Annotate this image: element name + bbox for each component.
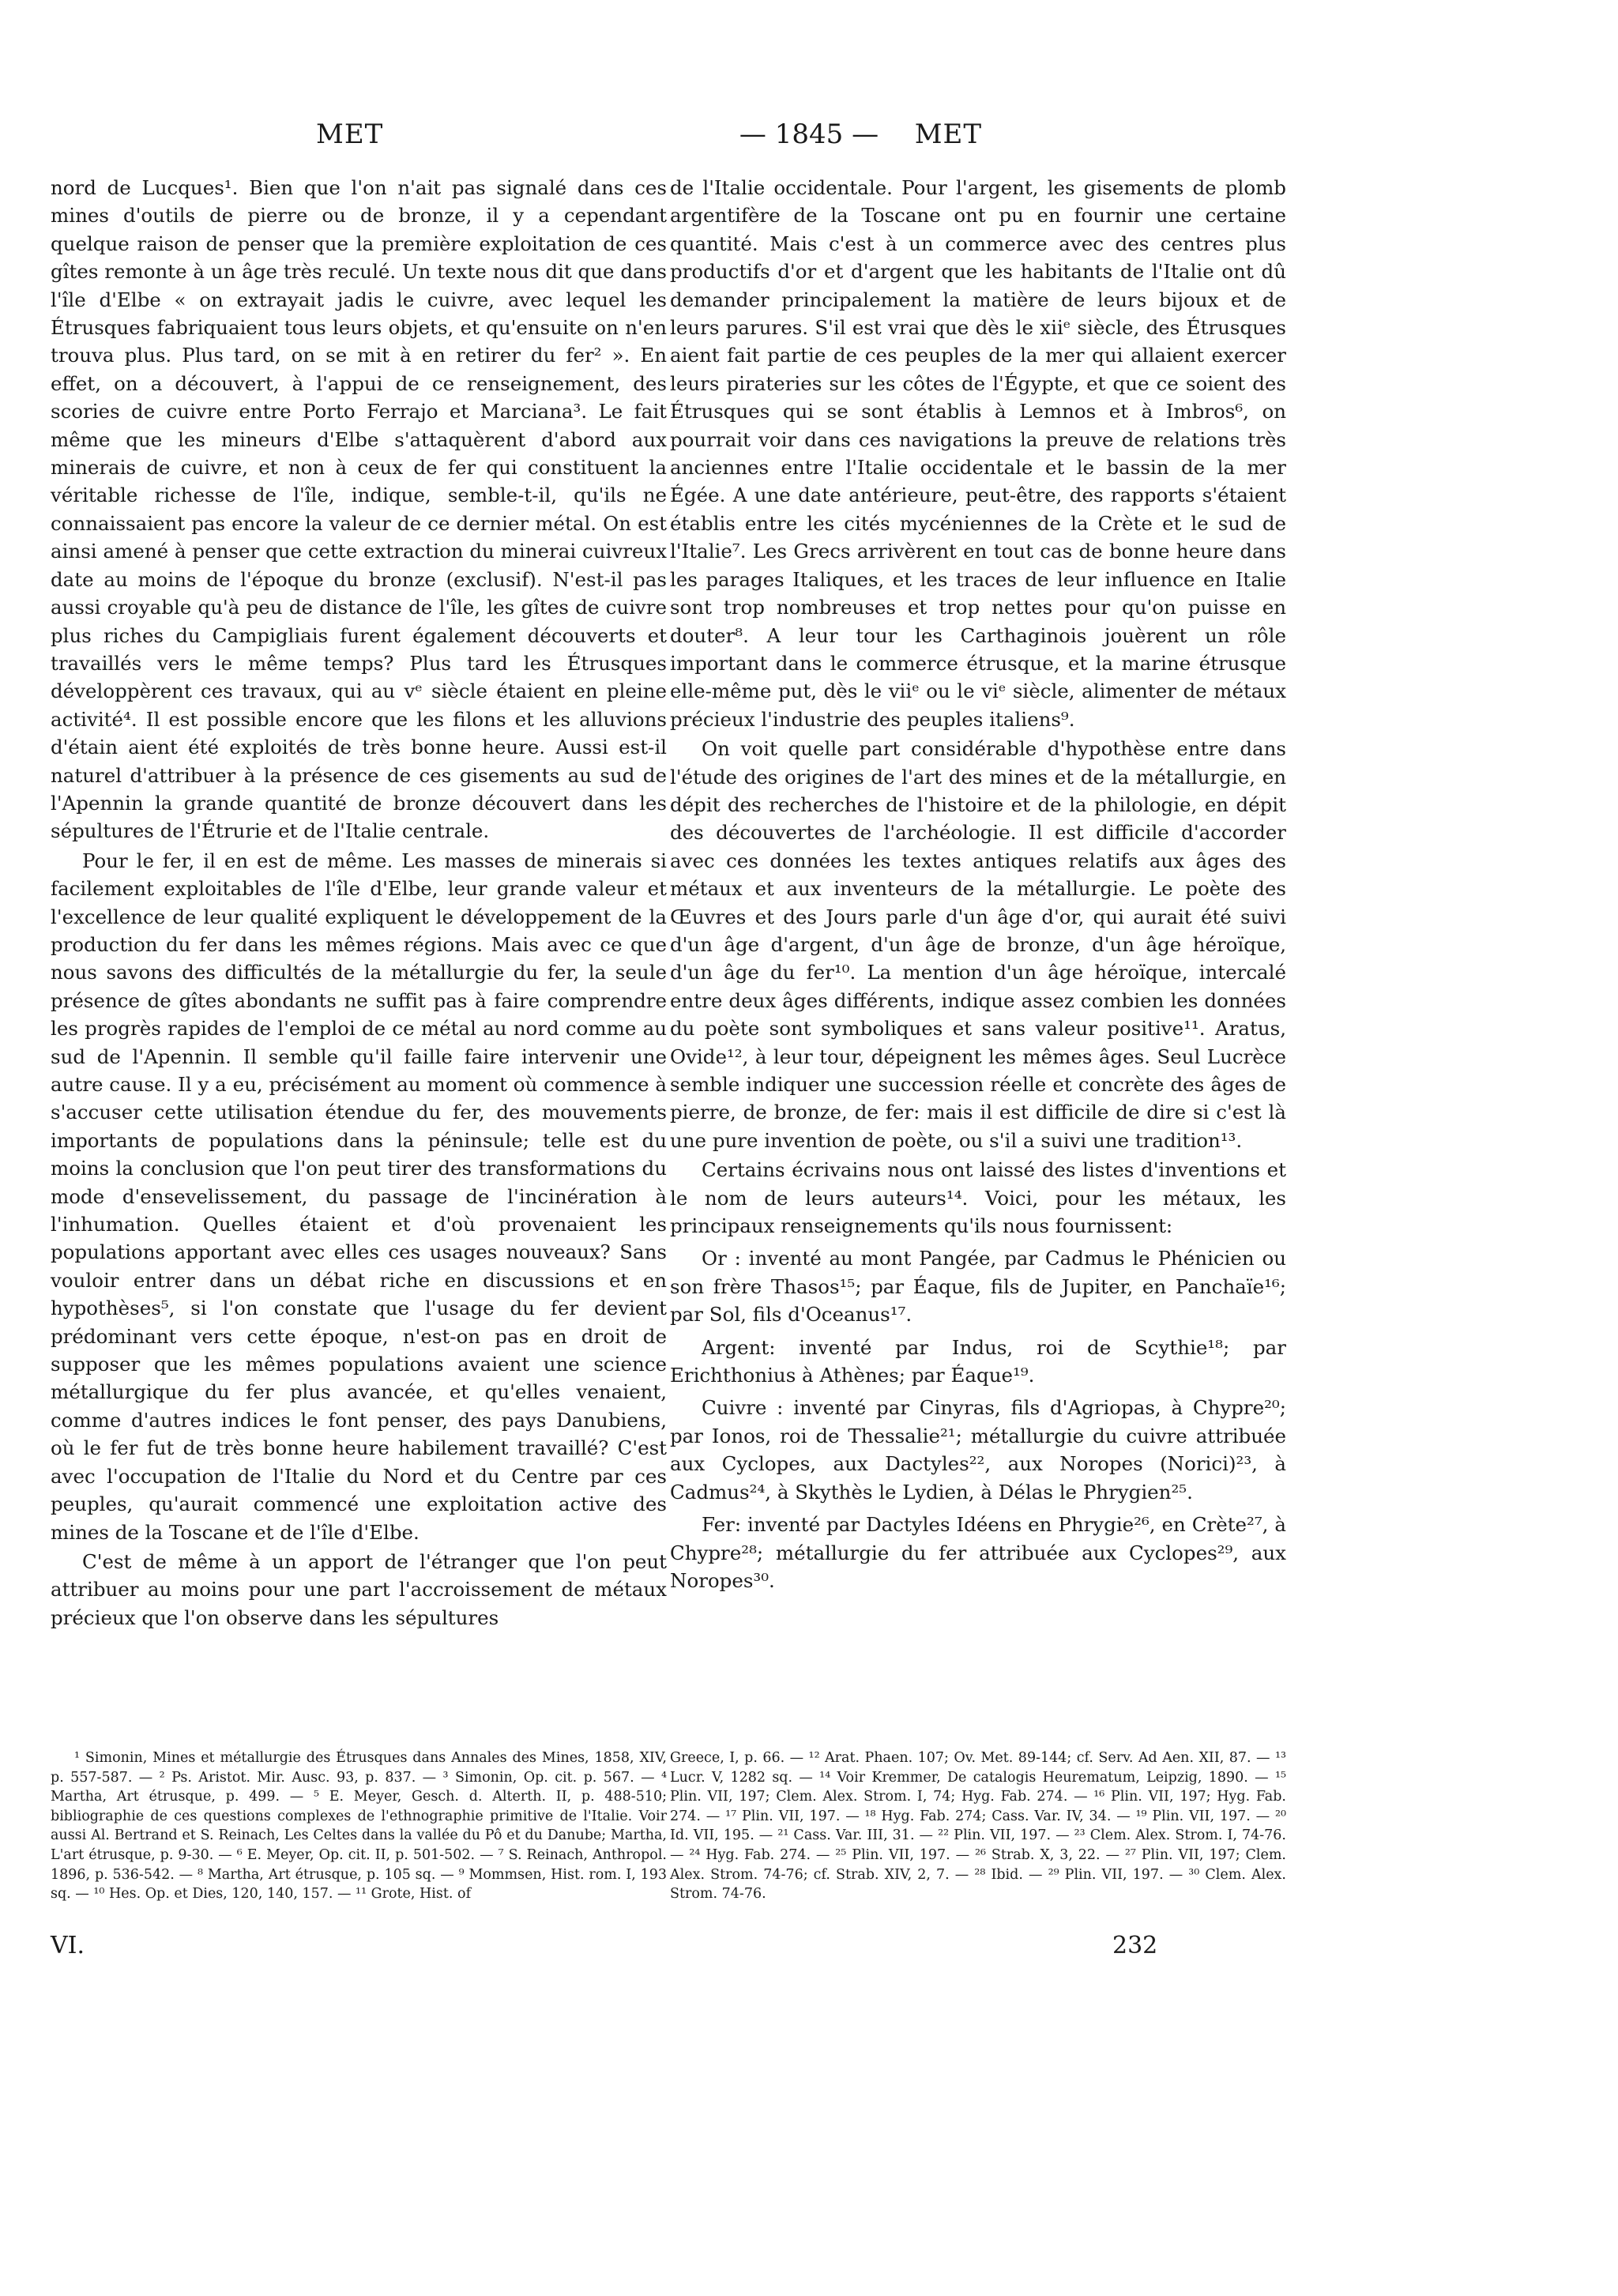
- header-left: MET: [316, 119, 384, 150]
- list-item: Argent: inventé par Indus, roi de Scythie¹⁸; par Erichthonius à Athènes; par Éaque¹⁹.: [670, 1335, 1286, 1387]
- header-page-number: — 1845 —: [739, 119, 879, 150]
- footer-page-number: 232: [1112, 1932, 1158, 1959]
- paragraph: nord de Lucques¹. Bien que l'on n'ait pas signalé dans ces mines d'outils de pierre ou de bronze, il y a cependant quelque raison de penser que la première exploitation de ces gîtes remonte à un âge très reculé. Un texte nous dit que dans l'île d'Elbe « on extrayait jadis le cuivre, avec lequel les Étrusques fabriquaient tous leurs objets, et qu'ensuite on n'en trouva plus. Plus tard, on se mit à en retirer du fer² ». En effet, on a découvert, à l'appui de ce renseignement, des scories de cuivre entre Porto Ferrajo et Marciana³. Le fait même que les mineurs d'Elbe s'attaquèrent d'abord aux minerais de cuivre, et non à ceux de fer qui constituent la véritable richesse de l'île, indique, semble-t-il, qu'ils ne connaissaient pas encore la valeur de ce dernier métal. On est ainsi amené à penser que cette extraction du minerai cuivreux date au moins de l'époque du bronze (exclusif). N'est-il pas aussi croyable qu'à peu de distance de l'île, les gîtes de cuivre plus riches du Campigliais furent également découverts et travaillés vers le même temps? Plus tard les Étrusques développèrent ces travaux, qui au vᵉ siècle étaient en pleine activité⁴. Il est possible encore que les filons et les alluvions d'étain aient été exploités de très bonne heure. Aussi est-il naturel d'attribuer à la présence de ces gisements au sud de l'Apennin la grande quantité de bronze découvert dans les sépultures de l'Étrurie et de l'Italie centrale.: [51, 176, 667, 843]
- right-column: [670, 174, 1286, 1594]
- footnotes-left: [51, 1748, 667, 1904]
- volume-number: VI.: [51, 1932, 85, 1959]
- header-right: MET: [914, 119, 982, 150]
- footnotes-right: [670, 1748, 1286, 1904]
- list-item: Fer: inventé par Dactyles Idéens en Phrygie²⁶, en Crète²⁷, à Chypre²⁸; métallurgie du fer attribuée aux Cyclopes²⁹, aux Noropes³⁰.: [670, 1513, 1286, 1592]
- list-item: Or : inventé au mont Pangée, par Cadmus le Phénicien ou son frère Thasos¹⁵; par Éaque, fils de Jupiter, en Panchaïe¹⁶; par Sol, fils d'Oceanus¹⁷.: [670, 1247, 1286, 1327]
- left-column: [51, 174, 667, 1632]
- paragraph: C'est de même à un apport de l'étranger que l'on peut attribuer au moins pour une part l'accroissement de métaux précieux que l'on observe dans les sépultures: [51, 1549, 667, 1629]
- paragraph: Certains écrivains nous ont laissé des listes d'inventions et le nom de leurs auteurs¹⁴. Voici, pour les métaux, les principaux renseignements qu'ils nous fournissent:: [670, 1158, 1286, 1238]
- list-item: Cuivre : inventé par Cinyras, fils d'Agriopas, à Chypre²⁰; par Ionos, roi de Thessalie²¹; métallurgie du cuivre attribuée aux Cyclopes, aux Dactyles²², aux Noropes (Norici)²³, à Cadmus²⁴, à Skythès le Lydien, à Délas le Phrygien²⁵.: [670, 1396, 1286, 1504]
- page-header: [0, 119, 1618, 158]
- footnote-text: Greece, I, p. 66. — ¹² Arat. Phaen. 107; Ov. Met. 89-144; cf. Serv. Ad Aen. XII, 87. — ¹³ Lucr. V, 1282 sq. — ¹⁴ Voir Kremmer, De catalogis Heurematum, Leipzig, 1890. — ¹⁵ Plin. VII, 197; Clem. Alex. Strom. I, 74; Hyg. Fab. 274. — ¹⁶ Plin. VII, 197; Hyg. Fab. 274. — ¹⁷ Plin. VII, 197. — ¹⁸ Hyg. Fab. 274; Cass. Var. IV, 34. — ¹⁹ Plin. VII, 197. — ²⁰ Id. VII, 195. — ²¹ Cass. Var. III, 31. — ²² Plin. VII, 197. — ²³ Clem. Alex. Strom. I, 74-76. — ²⁴ Hyg. Fab. 274. — ²⁵ Plin. VII, 197. — ²⁶ Strab. X, 3, 22. — ²⁷ Plin. VII, 197; Clem. Alex. Strom. 74-76; cf. Strab. XIV, 2, 7. — ²⁸ Ibid. — ²⁹ Plin. VII, 197. — ³⁰ Clem. Alex. Strom. 74-76.: [670, 1750, 1286, 1903]
- paragraph: On voit quelle part considérable d'hypothèse entre dans l'étude des origines de l'art des mines et de la métallurgie, en dépit des recherches de l'histoire et de la philologie, en dépit des découvertes de l'archéologie. Il est difficile d'accorder avec ces données les textes antiques relatifs aux âges des métaux et aux inventeurs de la métallurgie. Le poète des Œuvres et des Jours parle d'un âge d'or, qui aurait été suivi d'un âge d'argent, d'un âge de bronze, d'un âge héroïque, d'un âge du fer¹⁰. La mention d'un âge héroïque, intercalé entre deux âges différents, indique assez combien les données du poète sont symboliques et sans valeur positive¹¹. Aratus, Ovide¹², à leur tour, dépeignent les mêmes âges. Seul Lucrèce semble indiquer une succession réelle et concrète des âges de pierre, de bronze, de fer: mais il est difficile de dire si c'est là une pure invention de poète, ou s'il a suivi une tradition¹³.: [670, 737, 1286, 1152]
- paragraph: Pour le fer, il en est de même. Les masses de minerais si facilement exploitables de l'île d'Elbe, leur grande valeur et l'excellence de leur qualité expliquent le développement de la production du fer dans les mêmes régions. Mais avec ce que nous savons des difficultés de la métallurgie du fer, la seule présence de gîtes abondants ne suffit pas à faire comprendre les progrès rapides de l'emploi de ce métal au nord comme au sud de l'Apennin. Il semble qu'il faille faire intervenir une autre cause. Il y a eu, précisément au moment où commence à s'accuser cette utilisation étendue du fer, des mouvements importants de populations dans la péninsule; telle est du moins la conclusion que l'on peut tirer des transformations du mode d'ensevelissement, du passage de l'incinération à l'inhumation. Quelles étaient et d'où provenaient les populations apportant avec elles ces usages nouveaux? Sans vouloir entrer dans un débat riche en discussions et en hypothèses⁵, si l'on constate que l'usage du fer devient prédominant vers cette époque, n'est-on pas en droit de supposer que les mêmes populations avaient une science métallurgique du fer plus avancée, et qu'elles venaient, comme d'autres indices le font penser, des pays Danubiens, où le fer fut de très bonne heure habilement travaillé? C'est avec l'occupation de l'Italie du Nord et du Centre par ces peuples, qu'aurait commencé une exploitation active des mines de la Toscane et de l'île d'Elbe.: [51, 849, 667, 1544]
- paragraph: de l'Italie occidentale. Pour l'argent, les gisements de plomb argentifère de la Toscane ont pu en fournir une certaine quantité. Mais c'est à un commerce avec des centres plus productifs d'or et d'argent que les habitants de l'Italie ont dû demander principalement la matière de leurs bijoux et de leurs parures. S'il est vrai que dès le xiiᵉ siècle, des Étrusques aient fait partie de ces peuples de la mer qui allaient exercer leurs pirateries sur les côtes de l'Égypte, et que ce soient des Étrusques qui se sont établis à Lemnos et à Imbros⁶, on pourrait voir dans ces navigations la preuve de relations très anciennes entre l'Italie occidentale et le bassin de la mer Égée. A une date antérieure, peut-être, des rapports s'étaient établis entre les cités mycéniennes de la Crète et le sud de l'Italie⁷. Les Grecs arrivèrent en tout cas de bonne heure dans les parages Italiques, et les traces de leur influence en Italie sont trop nombreuses et trop nettes pour qu'on puisse en douter⁸. A leur tour les Carthaginois jouèrent un rôle important dans le commerce étrusque, et la marine étrusque elle-même put, dès le viiᵉ ou le viᵉ siècle, alimenter de métaux précieux l'industrie des peuples italiens⁹.: [670, 176, 1286, 731]
- footnote-text: ¹ Simonin, Mines et métallurgie des Étrusques dans Annales des Mines, 1858, XIV, p. 557-587. — ² Ps. Aristot. Mir. Ausc. 93, p. 837. — ³ Simonin, Op. cit. p. 567. — ⁴ Martha, Art étrusque, p. 499. — ⁵ E. Meyer, Gesch. d. Alterth. II, p. 488-510; bibliographie de ces questions complexes de l'ethnographie primitive de l'Italie. Voir aussi Al. Bertrand et S. Reinach, Les Celtes dans la vallée du Pô et du Danube; Martha, L'art étrusque, p. 9-30. — ⁶ E. Meyer, Op. cit. II, p. 501-502. — ⁷ S. Reinach, Anthropol. 1896, p. 536-542. — ⁸ Martha, Art étrusque, p. 105 sq. — ⁹ Mommsen, Hist. rom. I, 193 sq. — ¹⁰ Hes. Op. et Dies, 120, 140, 157. — ¹¹ Grote, Hist. of: [51, 1750, 667, 1903]
